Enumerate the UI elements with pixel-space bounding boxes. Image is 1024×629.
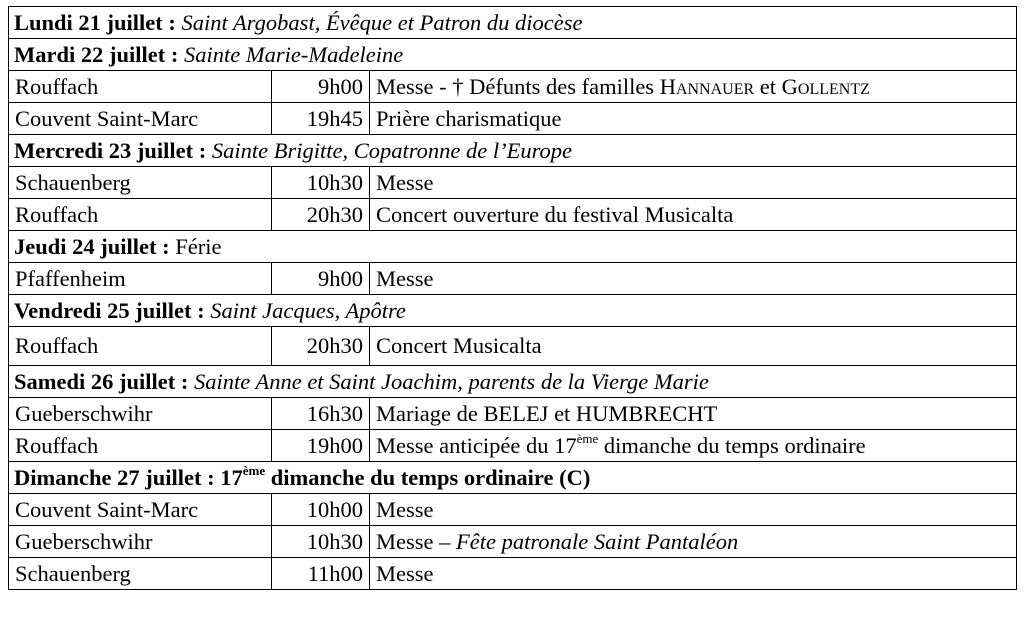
day-separator: : [162, 10, 182, 35]
event-place: Schauenberg [9, 558, 272, 590]
day-header-cell [9, 231, 1017, 263]
event-description-italic: Fête patronale Saint Pantaléon [456, 529, 739, 554]
day-separator: : [193, 138, 212, 163]
day-header-cell [9, 7, 1017, 39]
event-description [370, 526, 1017, 558]
saint-of-day: Saint Jacques, Apôtre [210, 298, 406, 323]
conjunction: et [754, 74, 782, 99]
event-time: 19h45 [272, 103, 370, 135]
event-description: Concert Musicalta [370, 327, 1017, 366]
day-name: Mardi 22 juillet [14, 42, 166, 67]
event-place: Pfaffenheim [9, 263, 272, 295]
event-row [9, 398, 1017, 430]
event-time: 19h00 [272, 430, 370, 462]
event-row [9, 199, 1017, 231]
event-time: 10h30 [272, 167, 370, 199]
day-header-cell [9, 39, 1017, 71]
event-description-text: Messe - † Défunts des familles [376, 74, 660, 99]
saint-of-day: Sainte Brigitte, Copatronne de l’Europe [211, 138, 573, 163]
schedule-table [8, 6, 1017, 590]
saint-of-day: Sainte Marie-Madeleine [183, 42, 404, 67]
day-header-row [9, 135, 1017, 167]
event-time: 20h30 [272, 327, 370, 366]
event-time: 11h00 [272, 558, 370, 590]
day-header-cell [9, 295, 1017, 327]
event-time: 9h00 [272, 263, 370, 295]
day-header-row [9, 231, 1017, 263]
event-description-text: dimanche du temps ordinaire [598, 433, 866, 458]
saint-of-day: Saint Argobast, Évêque et Patron du diocèse [181, 10, 583, 35]
event-time: 9h00 [272, 71, 370, 103]
day-name: Jeudi 24 juillet [14, 234, 157, 259]
day-header-cell [9, 462, 1017, 494]
sunday-title: 17 [220, 465, 243, 490]
event-place: Rouffach [9, 327, 272, 366]
family-name: Gollentz [781, 74, 870, 99]
event-time: 10h30 [272, 526, 370, 558]
event-description: Concert ouverture du festival Musicalta [370, 199, 1017, 231]
event-row [9, 327, 1017, 366]
event-description-text: Messe anticipée du 17 [376, 433, 577, 458]
event-row [9, 71, 1017, 103]
event-time: 10h00 [272, 494, 370, 526]
event-row [9, 103, 1017, 135]
event-place: Couvent Saint-Marc [9, 494, 272, 526]
sunday-title: dimanche du temps ordinaire (C) [265, 465, 591, 490]
day-separator: : [156, 234, 176, 259]
day-header-row [9, 295, 1017, 327]
event-description: Mariage de BELEJ et HUMBRECHT [370, 398, 1017, 430]
ordinal-suffix: ème [242, 462, 266, 478]
event-place: Gueberschwihr [9, 398, 272, 430]
family-name: Hannauer [659, 74, 755, 99]
saint-of-day: Férie [175, 234, 222, 259]
day-separator: : [191, 298, 211, 323]
event-time: 16h30 [272, 398, 370, 430]
day-header-row [9, 462, 1017, 494]
event-row [9, 430, 1017, 462]
day-header-row [9, 39, 1017, 71]
day-name: Vendredi 25 juillet [14, 298, 192, 323]
day-separator: : [201, 465, 221, 490]
day-name: Lundi 21 juillet [14, 10, 163, 35]
day-name: Samedi 26 juillet [14, 369, 176, 394]
event-description-text: Messe – [376, 529, 456, 554]
event-description: Messe [370, 494, 1017, 526]
event-row [9, 526, 1017, 558]
event-place: Rouffach [9, 71, 272, 103]
event-description [370, 430, 1017, 462]
ordinal-suffix: ème [576, 430, 599, 446]
day-header-row [9, 366, 1017, 398]
event-description: Messe [370, 558, 1017, 590]
event-description: Messe [370, 263, 1017, 295]
event-place: Rouffach [9, 199, 272, 231]
event-row [9, 558, 1017, 590]
event-description: Messe [370, 167, 1017, 199]
saint-of-day: Sainte Anne et Saint Joachim, parents de la Vierge Marie [194, 369, 709, 394]
event-row [9, 494, 1017, 526]
event-place: Couvent Saint-Marc [9, 103, 272, 135]
day-name: Mercredi 23 juillet [14, 138, 194, 163]
event-time: 20h30 [272, 199, 370, 231]
event-description [370, 71, 1017, 103]
event-place: Schauenberg [9, 167, 272, 199]
event-row [9, 263, 1017, 295]
day-header-cell [9, 366, 1017, 398]
day-header-row [9, 7, 1017, 39]
event-description: Prière charismatique [370, 103, 1017, 135]
event-place: Gueberschwihr [9, 526, 272, 558]
day-separator: : [165, 42, 184, 67]
day-header-cell [9, 135, 1017, 167]
day-separator: : [175, 369, 194, 394]
event-place: Rouffach [9, 430, 272, 462]
day-name: Dimanche 27 juillet [14, 465, 202, 490]
event-row [9, 167, 1017, 199]
